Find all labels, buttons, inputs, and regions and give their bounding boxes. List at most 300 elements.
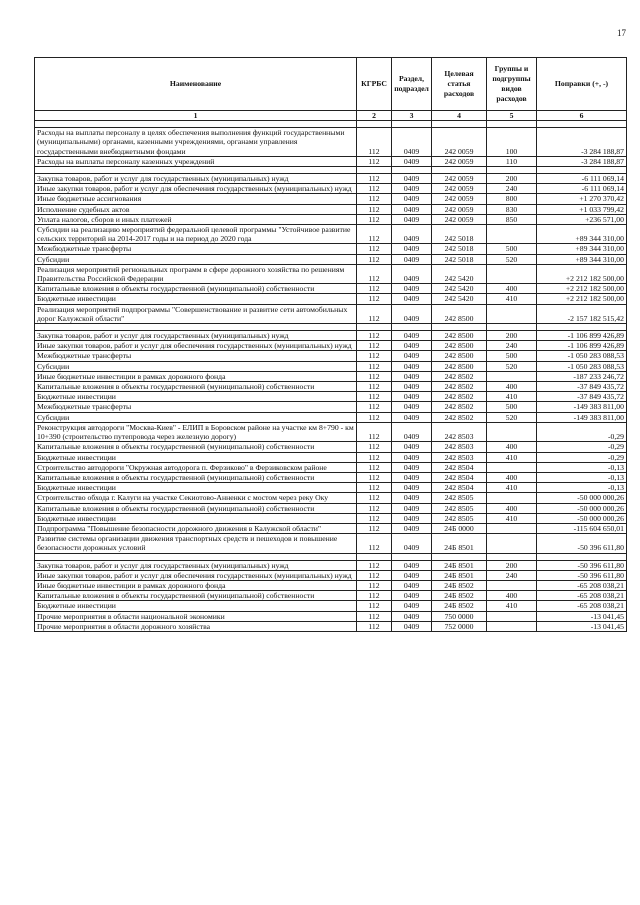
spacer-cell — [487, 553, 537, 560]
spacer-cell — [357, 167, 392, 174]
table-row — [35, 591, 627, 601]
row-group: 400 — [487, 591, 537, 601]
row-kgrbs: 112 — [357, 174, 392, 184]
row-section: 0409 — [392, 382, 432, 392]
spacer-cell — [357, 121, 392, 128]
row-kgrbs: 112 — [357, 214, 392, 224]
row-section: 0409 — [392, 244, 432, 254]
row-name: Строительство автодороги "Окружная автодорога п. Ферзиково" в Ферзиковском районе — [35, 462, 357, 472]
table-row — [35, 204, 627, 214]
row-amount: +2 212 182 500,00 — [537, 294, 627, 304]
row-amount: +1 270 370,42 — [537, 194, 627, 204]
row-kgrbs: 112 — [357, 493, 392, 503]
spacer-row — [35, 553, 627, 560]
row-group: 850 — [487, 214, 537, 224]
row-kgrbs: 112 — [357, 503, 392, 513]
row-kgrbs: 112 — [357, 472, 392, 482]
row-amount: -13 041,45 — [537, 621, 627, 631]
row-amount: -0,29 — [537, 422, 627, 441]
row-section: 0409 — [392, 513, 432, 523]
row-amount: +89 344 310,00 — [537, 254, 627, 264]
row-section: 0409 — [392, 294, 432, 304]
row-group: 410 — [487, 513, 537, 523]
row-group — [487, 304, 537, 323]
row-amount: -3 284 188,87 — [537, 156, 627, 166]
row-kgrbs: 112 — [357, 351, 392, 361]
row-group: 800 — [487, 194, 537, 204]
row-group — [487, 422, 537, 441]
row-target: 242 8504 — [432, 483, 487, 493]
table-row — [35, 361, 627, 371]
table-row — [35, 534, 627, 553]
row-section: 0409 — [392, 361, 432, 371]
column-index: 3 — [392, 111, 432, 121]
row-amount: -6 111 069,14 — [537, 184, 627, 194]
row-amount: +236 571,00 — [537, 214, 627, 224]
row-amount: -50 000 000,26 — [537, 503, 627, 513]
row-group: 520 — [487, 412, 537, 422]
row-group: 110 — [487, 156, 537, 166]
table-row — [35, 174, 627, 184]
row-name: Бюджетные инвестиции — [35, 483, 357, 493]
row-section: 0409 — [392, 493, 432, 503]
row-amount: -37 849 435,72 — [537, 382, 627, 392]
row-target: 24Б 8501 — [432, 560, 487, 570]
table-row — [35, 331, 627, 341]
table-row — [35, 442, 627, 452]
row-group: 400 — [487, 284, 537, 294]
row-group — [487, 611, 537, 621]
row-section: 0409 — [392, 304, 432, 323]
row-section: 0409 — [392, 351, 432, 361]
table-row — [35, 452, 627, 462]
row-name: Закупка товаров, работ и услуг для государственных (муниципальных) нужд — [35, 560, 357, 570]
row-group: 410 — [487, 452, 537, 462]
row-kgrbs: 112 — [357, 523, 392, 533]
row-name: Субсидии — [35, 412, 357, 422]
row-target: 750 0000 — [432, 611, 487, 621]
spacer-cell — [35, 121, 357, 128]
row-name: Развитие системы организации движения транспортных средств и пешеходов и повышение безопасности дорожных условий — [35, 534, 357, 553]
row-section: 0409 — [392, 392, 432, 402]
row-target: 242 8503 — [432, 422, 487, 441]
row-amount: -6 111 069,14 — [537, 174, 627, 184]
row-name: Капитальные вложения в объекты государственной (муниципальной) собственности — [35, 382, 357, 392]
row-section: 0409 — [392, 412, 432, 422]
table-row — [35, 304, 627, 323]
row-kgrbs: 112 — [357, 580, 392, 590]
row-amount: -1 050 283 088,53 — [537, 361, 627, 371]
spacer-cell — [35, 553, 357, 560]
row-name: Иные закупки товаров, работ и услуг для обеспечения государственных (муниципальных) нужд — [35, 570, 357, 580]
row-group: 500 — [487, 244, 537, 254]
row-name: Капитальные вложения в объекты государственной (муниципальной) собственности — [35, 472, 357, 482]
row-kgrbs: 112 — [357, 156, 392, 166]
row-target: 24Б 8502 — [432, 591, 487, 601]
row-amount: -65 208 038,21 — [537, 591, 627, 601]
row-target: 24Б 0000 — [432, 523, 487, 533]
table-row — [35, 601, 627, 611]
row-kgrbs: 112 — [357, 194, 392, 204]
row-section: 0409 — [392, 194, 432, 204]
row-amount: -37 849 435,72 — [537, 392, 627, 402]
row-amount: -149 383 811,00 — [537, 402, 627, 412]
table-row — [35, 156, 627, 166]
row-target: 242 5420 — [432, 284, 487, 294]
row-amount: -3 284 188,87 — [537, 128, 627, 157]
row-amount: -50 396 611,80 — [537, 570, 627, 580]
row-name: Иные бюджетные инвестиции в рамках дорожного фонда — [35, 371, 357, 381]
spacer-cell — [392, 167, 432, 174]
row-kgrbs: 112 — [357, 264, 392, 283]
row-kgrbs: 112 — [357, 570, 392, 580]
table-row — [35, 570, 627, 580]
row-kgrbs: 112 — [357, 560, 392, 570]
column-index: 6 — [537, 111, 627, 121]
row-name: Расходы на выплаты персоналу казенных учреждений — [35, 156, 357, 166]
row-amount: -0,13 — [537, 472, 627, 482]
table-row — [35, 402, 627, 412]
row-name: Субсидии на реализацию мероприятий федеральной целевой программы "Устойчивое развитие сельских территорий на 2014-2017 годы и на период до 2020 года — [35, 225, 357, 244]
spacer-cell — [432, 553, 487, 560]
row-section: 0409 — [392, 254, 432, 264]
row-target: 242 0059 — [432, 156, 487, 166]
row-section: 0409 — [392, 621, 432, 631]
table-row — [35, 422, 627, 441]
row-name: Бюджетные инвестиции — [35, 452, 357, 462]
column-index: 2 — [357, 111, 392, 121]
header-target: Целевая статья расходов — [432, 58, 487, 111]
row-kgrbs: 112 — [357, 371, 392, 381]
row-section: 0409 — [392, 214, 432, 224]
spacer-cell — [537, 121, 627, 128]
row-target: 242 8504 — [432, 462, 487, 472]
row-amount: -50 000 000,26 — [537, 513, 627, 523]
row-name: Подпрограмма "Повышение безопасности дорожного движения в Калужской области" — [35, 523, 357, 533]
row-name: Капитальные вложения в объекты государственной (муниципальной) собственности — [35, 591, 357, 601]
row-amount: -115 604 650,01 — [537, 523, 627, 533]
row-name: Межбюджетные трансферты — [35, 402, 357, 412]
row-kgrbs: 112 — [357, 402, 392, 412]
row-amount: -0,13 — [537, 462, 627, 472]
row-kgrbs: 112 — [357, 601, 392, 611]
row-name: Капитальные вложения в объекты государственной (муниципальной) собственности — [35, 503, 357, 513]
row-target: 242 8505 — [432, 513, 487, 523]
row-section: 0409 — [392, 204, 432, 214]
table-row — [35, 392, 627, 402]
row-section: 0409 — [392, 225, 432, 244]
row-kgrbs: 112 — [357, 331, 392, 341]
row-kgrbs: 112 — [357, 422, 392, 441]
table-row — [35, 341, 627, 351]
row-group: 520 — [487, 254, 537, 264]
row-name: Реконструкция автодороги "Москва-Киев" - ЕЛИП в Боровском районе на участке км 8+790 - км 10+390 (строительство путепровода через железную дорогу) — [35, 422, 357, 441]
row-name: Субсидии — [35, 361, 357, 371]
row-section: 0409 — [392, 174, 432, 184]
row-target: 242 8500 — [432, 331, 487, 341]
row-name: Субсидии — [35, 254, 357, 264]
row-amount: -65 208 038,21 — [537, 601, 627, 611]
row-group: 410 — [487, 392, 537, 402]
row-group — [487, 523, 537, 533]
table-header-row — [35, 58, 627, 111]
spacer-cell — [35, 324, 357, 331]
row-target: 242 5420 — [432, 294, 487, 304]
table-row — [35, 264, 627, 283]
row-kgrbs: 112 — [357, 412, 392, 422]
table-row — [35, 412, 627, 422]
row-section: 0409 — [392, 503, 432, 513]
row-amount: +89 344 310,00 — [537, 225, 627, 244]
row-amount: +2 212 182 500,00 — [537, 284, 627, 294]
table-body — [35, 121, 627, 632]
row-amount: -149 383 811,00 — [537, 412, 627, 422]
row-amount: -65 208 038,21 — [537, 580, 627, 590]
table-row — [35, 513, 627, 523]
row-section: 0409 — [392, 402, 432, 412]
spacer-cell — [432, 167, 487, 174]
row-section: 0409 — [392, 128, 432, 157]
row-group: 500 — [487, 351, 537, 361]
row-amount: -50 396 611,80 — [537, 534, 627, 553]
row-group — [487, 580, 537, 590]
row-name: Бюджетные инвестиции — [35, 513, 357, 523]
row-kgrbs: 112 — [357, 341, 392, 351]
row-target: 242 0059 — [432, 194, 487, 204]
row-section: 0409 — [392, 560, 432, 570]
table-row — [35, 621, 627, 631]
row-amount: -0,29 — [537, 442, 627, 452]
row-target: 24Б 8502 — [432, 601, 487, 611]
row-section: 0409 — [392, 156, 432, 166]
row-amount: -50 396 611,80 — [537, 560, 627, 570]
row-group — [487, 462, 537, 472]
row-kgrbs: 112 — [357, 483, 392, 493]
table-row — [35, 472, 627, 482]
table-row — [35, 382, 627, 392]
column-index-row — [35, 111, 627, 121]
row-group: 200 — [487, 560, 537, 570]
spacer-cell — [537, 167, 627, 174]
row-kgrbs: 112 — [357, 225, 392, 244]
budget-amendments-table — [34, 57, 627, 632]
row-kgrbs: 112 — [357, 284, 392, 294]
row-group: 500 — [487, 402, 537, 412]
table-row — [35, 194, 627, 204]
spacer-cell — [357, 324, 392, 331]
header-section: Раздел, подраздел — [392, 58, 432, 111]
row-target: 24Б 8501 — [432, 534, 487, 553]
row-group: 400 — [487, 442, 537, 452]
row-section: 0409 — [392, 184, 432, 194]
row-name: Бюджетные инвестиции — [35, 601, 357, 611]
row-kgrbs: 112 — [357, 244, 392, 254]
row-kgrbs: 112 — [357, 621, 392, 631]
row-kgrbs: 112 — [357, 184, 392, 194]
column-index: 1 — [35, 111, 357, 121]
row-section: 0409 — [392, 462, 432, 472]
page-number: 17 — [617, 28, 626, 38]
row-kgrbs: 112 — [357, 513, 392, 523]
row-section: 0409 — [392, 523, 432, 533]
row-section: 0409 — [392, 264, 432, 283]
spacer-row — [35, 121, 627, 128]
table-row — [35, 493, 627, 503]
row-target: 242 8505 — [432, 493, 487, 503]
row-amount: -0,29 — [537, 452, 627, 462]
row-kgrbs: 112 — [357, 382, 392, 392]
row-name: Бюджетные инвестиции — [35, 392, 357, 402]
row-name: Капитальные вложения в объекты государственной (муниципальной) собственности — [35, 442, 357, 452]
row-name: Строительство обхода г. Калуги на участке Секиотово-Анненки с мостом через реку Оку — [35, 493, 357, 503]
spacer-cell — [487, 324, 537, 331]
row-target: 242 8500 — [432, 361, 487, 371]
row-kgrbs: 112 — [357, 534, 392, 553]
row-group: 200 — [487, 331, 537, 341]
table-row — [35, 580, 627, 590]
table-row — [35, 225, 627, 244]
row-kgrbs: 112 — [357, 304, 392, 323]
table-row — [35, 611, 627, 621]
row-kgrbs: 112 — [357, 361, 392, 371]
row-group — [487, 371, 537, 381]
table-row — [35, 244, 627, 254]
row-kgrbs: 112 — [357, 204, 392, 214]
row-target: 242 8502 — [432, 402, 487, 412]
row-amount: -1 106 899 426,89 — [537, 331, 627, 341]
row-name: Межбюджетные трансферты — [35, 351, 357, 361]
row-section: 0409 — [392, 601, 432, 611]
spacer-cell — [487, 121, 537, 128]
row-name: Прочие мероприятия в области дорожного хозяйства — [35, 621, 357, 631]
row-target: 242 8505 — [432, 503, 487, 513]
row-group: 400 — [487, 382, 537, 392]
header-kgrbs: КГРБС — [357, 58, 392, 111]
row-group: 520 — [487, 361, 537, 371]
row-target: 242 5018 — [432, 254, 487, 264]
row-group: 240 — [487, 570, 537, 580]
row-kgrbs: 112 — [357, 442, 392, 452]
row-target: 752 0000 — [432, 621, 487, 631]
row-kgrbs: 112 — [357, 591, 392, 601]
table-row — [35, 184, 627, 194]
table-row — [35, 560, 627, 570]
row-target: 242 5018 — [432, 225, 487, 244]
row-section: 0409 — [392, 472, 432, 482]
row-amount: -1 106 899 426,89 — [537, 341, 627, 351]
row-group: 200 — [487, 174, 537, 184]
row-group — [487, 493, 537, 503]
table-row — [35, 483, 627, 493]
row-target: 24Б 8501 — [432, 570, 487, 580]
row-group: 830 — [487, 204, 537, 214]
row-group: 100 — [487, 128, 537, 157]
row-target: 242 0059 — [432, 174, 487, 184]
row-target: 242 8503 — [432, 452, 487, 462]
row-target: 242 0059 — [432, 184, 487, 194]
row-name: Исполнение судебных актов — [35, 204, 357, 214]
row-amount: +89 344 310,00 — [537, 244, 627, 254]
column-index: 5 — [487, 111, 537, 121]
row-target: 242 0059 — [432, 214, 487, 224]
row-group — [487, 264, 537, 283]
row-amount: +1 033 799,42 — [537, 204, 627, 214]
row-section: 0409 — [392, 371, 432, 381]
row-group: 410 — [487, 294, 537, 304]
column-index: 4 — [432, 111, 487, 121]
row-name: Расходы на выплаты персоналу в целях обеспечения выполнения функций государственными (муниципальными) органами, казенными учреждениями, органами управления государственными внебюджетными фондами — [35, 128, 357, 157]
row-target: 242 8502 — [432, 382, 487, 392]
row-name: Прочие мероприятия в области национальной экономики — [35, 611, 357, 621]
row-target: 242 8502 — [432, 392, 487, 402]
row-section: 0409 — [392, 611, 432, 621]
row-target: 242 8502 — [432, 371, 487, 381]
row-amount: -1 050 283 088,53 — [537, 351, 627, 361]
spacer-cell — [537, 324, 627, 331]
row-kgrbs: 112 — [357, 392, 392, 402]
row-section: 0409 — [392, 580, 432, 590]
row-group — [487, 225, 537, 244]
table-row — [35, 503, 627, 513]
row-group: 240 — [487, 341, 537, 351]
row-group: 410 — [487, 601, 537, 611]
spacer-cell — [487, 167, 537, 174]
table-row — [35, 214, 627, 224]
spacer-cell — [357, 553, 392, 560]
row-target: 24Б 8502 — [432, 580, 487, 590]
row-section: 0409 — [392, 284, 432, 294]
row-amount: +2 212 182 500,00 — [537, 264, 627, 283]
table-row — [35, 284, 627, 294]
row-name: Иные закупки товаров, работ и услуг для обеспечения государственных (муниципальных) нужд — [35, 341, 357, 351]
row-name: Реализация мероприятий региональных программ в сфере дорожного хозяйства по решениям Правительства Российской Федерации — [35, 264, 357, 283]
spacer-cell — [392, 121, 432, 128]
row-section: 0409 — [392, 591, 432, 601]
spacer-cell — [432, 121, 487, 128]
row-group: 400 — [487, 503, 537, 513]
row-section: 0409 — [392, 341, 432, 351]
row-name: Уплата налогов, сборов и иных платежей — [35, 214, 357, 224]
row-amount: -187 233 246,72 — [537, 371, 627, 381]
row-section: 0409 — [392, 442, 432, 452]
row-amount: -2 157 182 515,42 — [537, 304, 627, 323]
row-section: 0409 — [392, 422, 432, 441]
row-name: Бюджетные инвестиции — [35, 294, 357, 304]
header-groups: Группы и подгруппы видов расходов — [487, 58, 537, 111]
row-kgrbs: 112 — [357, 452, 392, 462]
row-name: Реализация мероприятий подпрограммы "Совершенствование и развитие сети автомобильных дорог Калужской области" — [35, 304, 357, 323]
row-target: 242 5018 — [432, 244, 487, 254]
header-amount: Поправки (+, -) — [537, 58, 627, 111]
row-kgrbs: 112 — [357, 611, 392, 621]
row-group: 400 — [487, 472, 537, 482]
table-row — [35, 254, 627, 264]
row-section: 0409 — [392, 452, 432, 462]
header-name: Наименование — [35, 58, 357, 111]
row-target: 242 0059 — [432, 204, 487, 214]
row-name: Иные бюджетные инвестиции в рамках дорожного фонда — [35, 580, 357, 590]
spacer-row — [35, 324, 627, 331]
row-target: 242 8500 — [432, 341, 487, 351]
row-kgrbs: 112 — [357, 462, 392, 472]
row-group: 240 — [487, 184, 537, 194]
table-row — [35, 371, 627, 381]
row-amount: -50 000 000,26 — [537, 493, 627, 503]
row-name: Иные закупки товаров, работ и услуг для обеспечения государственных (муниципальных) нужд — [35, 184, 357, 194]
spacer-cell — [35, 167, 357, 174]
row-target: 242 8502 — [432, 412, 487, 422]
spacer-cell — [392, 324, 432, 331]
